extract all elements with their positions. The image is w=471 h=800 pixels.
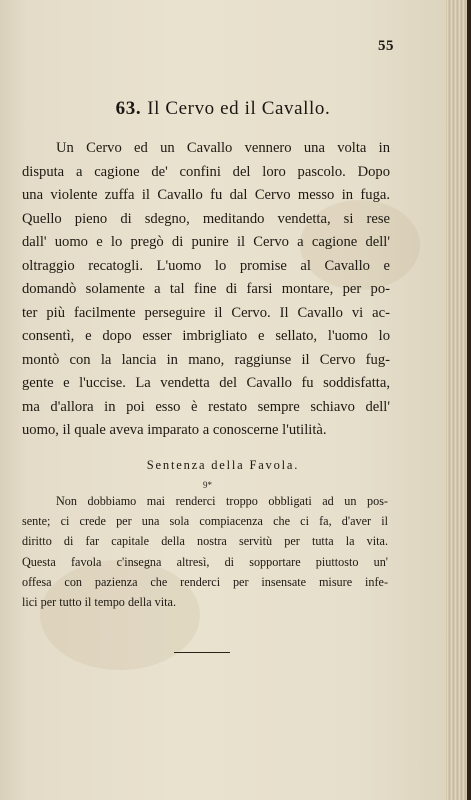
fable-line: disputa a cagione de' confini del loro pascolo. Dopo <box>22 163 390 180</box>
fable-line: montò con la lancia in mano, raggiunse il Cervo fug- <box>22 351 390 368</box>
moral-line: offesa con pazienza che renderci per insensate misure infe- <box>22 574 388 589</box>
moral-body <box>22 491 388 612</box>
signature-mark: 9* <box>203 480 212 490</box>
fable-line: dall' uomo e lo pregò di punire il Cervo a cagione dell' <box>22 234 390 250</box>
fable-line: oltraggio recatogli. L'uomo lo promise al Cavallo e <box>22 257 390 274</box>
moral-line: lici per tutto il tempo della vita. <box>22 595 176 610</box>
fable-line: gente e l'uccise. La vendetta del Cavallo fu soddisfatta, <box>22 375 390 391</box>
fable-line: domandò solamente a tal fine di farsi montare, per po- <box>22 281 390 297</box>
moral-line: sente; ci crede per una sola compiacenza che ci fa, d'aver il <box>22 514 388 529</box>
fable-line: ter più facilmente perseguire il Cervo. Il Cavallo vi ac- <box>22 304 390 321</box>
fable-line: Quello pieno di sdegno, meditando vendetta, si rese <box>22 210 390 227</box>
end-divider <box>174 652 230 653</box>
moral-line: diritto di far capitale della nostra servitù per tutta la vita. <box>22 534 388 549</box>
page-number: 55 <box>378 38 394 54</box>
fable-number: 63. <box>115 98 142 119</box>
fable-title <box>0 98 446 120</box>
fable-line: consentì, e dopo esser imbrigliato e sellato, l'uomo lo <box>22 328 390 344</box>
fable-line: ma d'allora in poi esso è restato sempre schiavo dell' <box>22 398 390 415</box>
fable-line: uomo, il quale aveva imparato a conoscerne l'utilità. <box>22 422 327 438</box>
moral-line: Questa favola c'insegna altresì, di sopportare piuttosto un' <box>22 554 388 569</box>
fable-line: una violente zuffa il Cavallo fu dal Cervo messo in fuga. <box>22 187 390 203</box>
fable-body <box>22 137 390 443</box>
book-page-edges <box>446 0 471 800</box>
moral-line: Non dobbiamo mai renderci troppo obbligati ad un pos- <box>56 494 388 508</box>
moral-heading: Sentenza della Favola. <box>146 458 300 472</box>
fable-title-text: Il Cervo ed il Cavallo. <box>147 98 331 119</box>
fable-line: Un Cervo ed un Cavallo vennero una volta in <box>56 140 390 156</box>
